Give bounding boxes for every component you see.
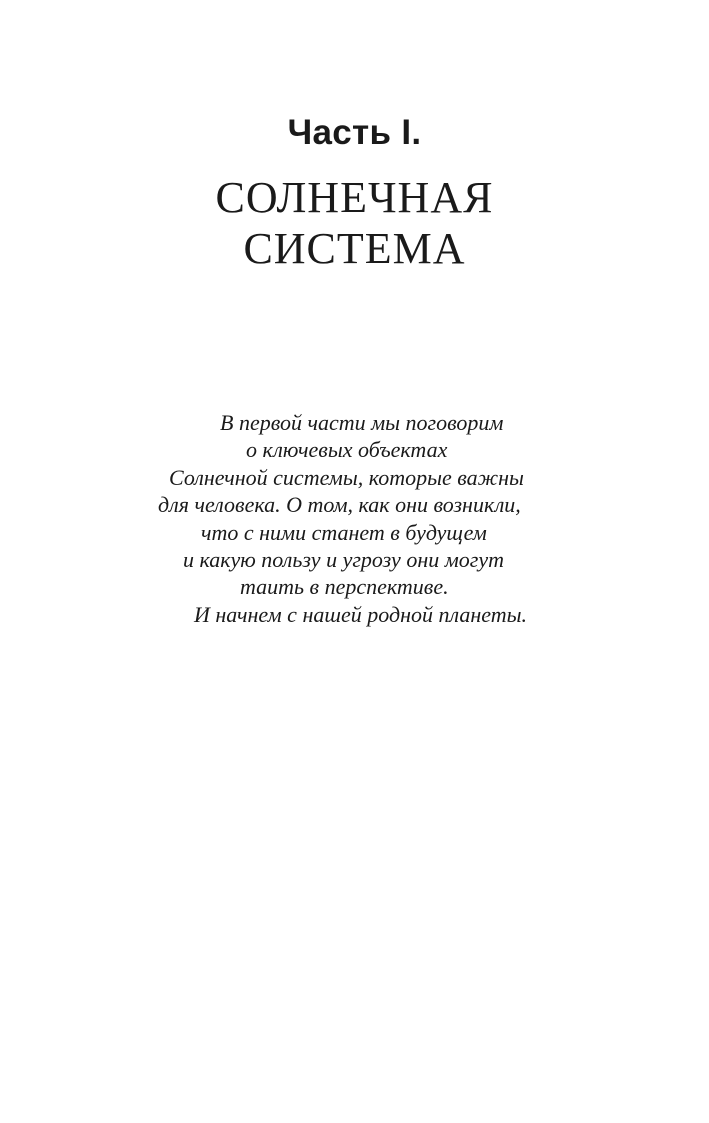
intro-line: В первой части мы поговорим — [220, 410, 504, 435]
intro-line: И начнем с нашей родной планеты. — [194, 601, 528, 627]
intro-line: таить в перспективе. — [240, 574, 449, 600]
intro-line: и какую пользу и угрозу они могут — [183, 546, 505, 572]
intro-line: Солнечной системы, которые важны — [169, 464, 524, 490]
part-title-line: СОЛНЕЧНАЯ — [215, 173, 494, 222]
part-label: Часть I. — [287, 113, 422, 152]
intro-line: что с ними станет в будущем — [201, 519, 487, 545]
intro-line: для человека. О том, как они возникли, — [158, 492, 521, 518]
intro-line: о ключевых объектах — [246, 437, 448, 463]
part-title-line: СИСТЕМА — [243, 224, 466, 273]
part-title — [0, 172, 709, 274]
intro-paragraph — [0, 409, 709, 628]
